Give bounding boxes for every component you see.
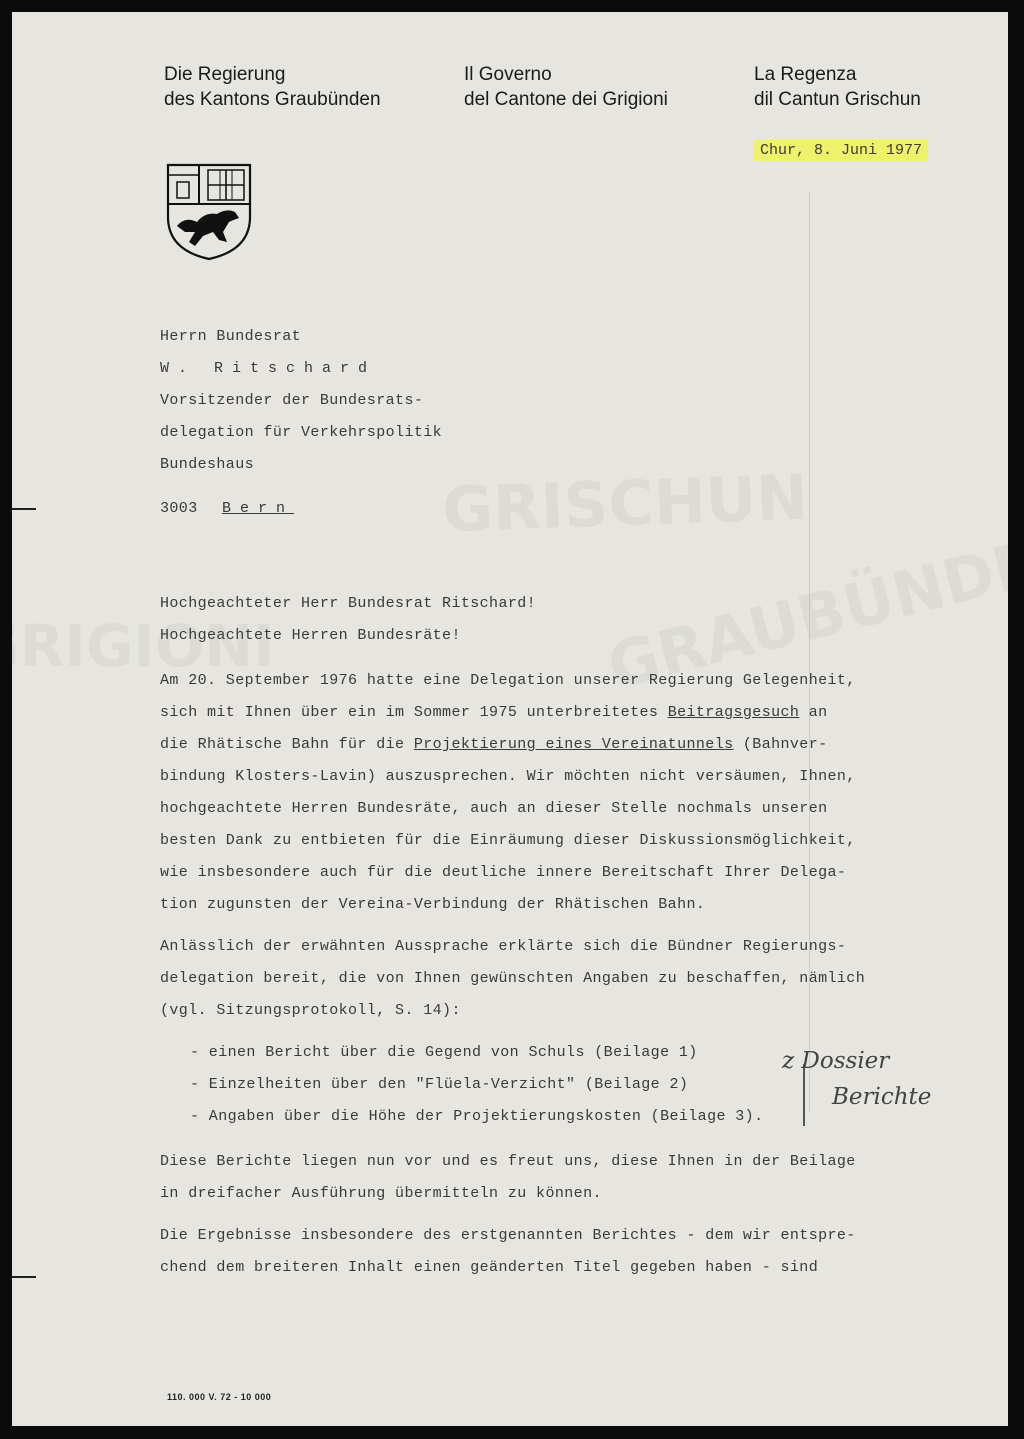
fold-mark-upper <box>12 508 36 510</box>
letter-page <box>12 12 1008 1426</box>
list-item: - Einzelheiten über den "Flüela-Verzicht" (Beilage 2) <box>190 1076 689 1093</box>
fold-mark-lower <box>12 1276 36 1278</box>
body-line: Diese Berichte liegen nun vor und es freut uns, diese Ihnen in der Beilage <box>160 1153 856 1170</box>
body-line: delegation bereit, die von Ihnen gewünschten Angaben zu beschaffen, nämlich <box>160 970 866 987</box>
address-line-5: Bundeshaus <box>160 456 255 473</box>
list-item: - einen Bericht über die Gegend von Schuls (Beilage 1) <box>190 1044 698 1061</box>
handwritten-note-line-2: Berichte <box>832 1084 932 1110</box>
letterhead-romansh: La Regenza dil Cantun Grischun <box>754 64 921 110</box>
address-zip: 3003 <box>160 500 198 517</box>
body-text: an <box>799 704 828 721</box>
body-line: tion zugunsten der Vereina-Verbindung der Rhätischen Bahn. <box>160 896 706 913</box>
body-line: chend dem breiteren Inhalt einen geänderten Titel gegeben haben - sind <box>160 1259 819 1276</box>
body-text: sich mit Ihnen über ein im Sommer 1975 unterbreitetes <box>160 704 668 721</box>
list-item: - Angaben über die Höhe der Projektierungskosten (Beilage 3). <box>190 1108 764 1125</box>
body-line: hochgeachtete Herren Bundesräte, auch an dieser Stelle nochmals unseren <box>160 800 828 817</box>
address-line-2: W. Ritschard <box>160 360 377 377</box>
watermark-grigioni <box>12 612 274 680</box>
handwritten-note-line-1: z Dossier <box>782 1048 890 1074</box>
body-line: wie insbesondere auch für die deutliche innere Bereitschaft Ihrer Delega- <box>160 864 847 881</box>
address-line-1: Herrn Bundesrat <box>160 328 302 345</box>
body-line: in dreifacher Ausführung übermitteln zu können. <box>160 1185 602 1202</box>
salutation-line-1: Hochgeachteter Herr Bundesrat Ritschard! <box>160 595 537 612</box>
letter-date: Chur, 8. Juni 1977 <box>754 140 928 161</box>
print-run-footer: 110. 000 V. 72 - 10 000 <box>167 1392 272 1402</box>
watermark-grischun <box>441 461 809 547</box>
letterhead-italian: Il Governo del Cantone dei Grigioni <box>464 64 668 110</box>
body-text: die Rhätische Bahn für die <box>160 736 414 753</box>
letterhead-german: Die Regierung des Kantons Graubünden <box>164 64 381 110</box>
body-line: bindung Klosters-Lavin) auszusprechen. Wir möchten nicht versäumen, Ihnen, <box>160 768 856 785</box>
body-line: (vgl. Sitzungsprotokoll, S. 14): <box>160 1002 461 1019</box>
address-city: Bern <box>222 500 295 517</box>
body-line: Die Ergebnisse insbesondere des erstgenannten Berichtes - dem wir entspre- <box>160 1227 856 1244</box>
body-line <box>160 704 828 721</box>
body-line: Anlässlich der erwähnten Aussprache erklärte sich die Bündner Regierungs- <box>160 938 847 955</box>
underlined-term: Beitragsgesuch <box>667 704 800 721</box>
coat-of-arms-icon <box>165 162 253 262</box>
address-line-3: Vorsitzender der Bundesrats- <box>160 392 424 409</box>
body-text: (Bahnver- <box>733 736 828 753</box>
body-line: besten Dank zu entbieten für die Einräumung dieser Diskussionsmöglichkeit, <box>160 832 856 849</box>
body-line: Am 20. September 1976 hatte eine Delegation unserer Regierung Gelegenheit, <box>160 672 856 689</box>
underlined-term: Projektierung eines Vereinatunnels <box>413 736 734 753</box>
body-line <box>160 736 828 753</box>
address-line-4: delegation für Verkehrspolitik <box>160 424 443 441</box>
salutation-line-2: Hochgeachtete Herren Bundesräte! <box>160 627 461 644</box>
